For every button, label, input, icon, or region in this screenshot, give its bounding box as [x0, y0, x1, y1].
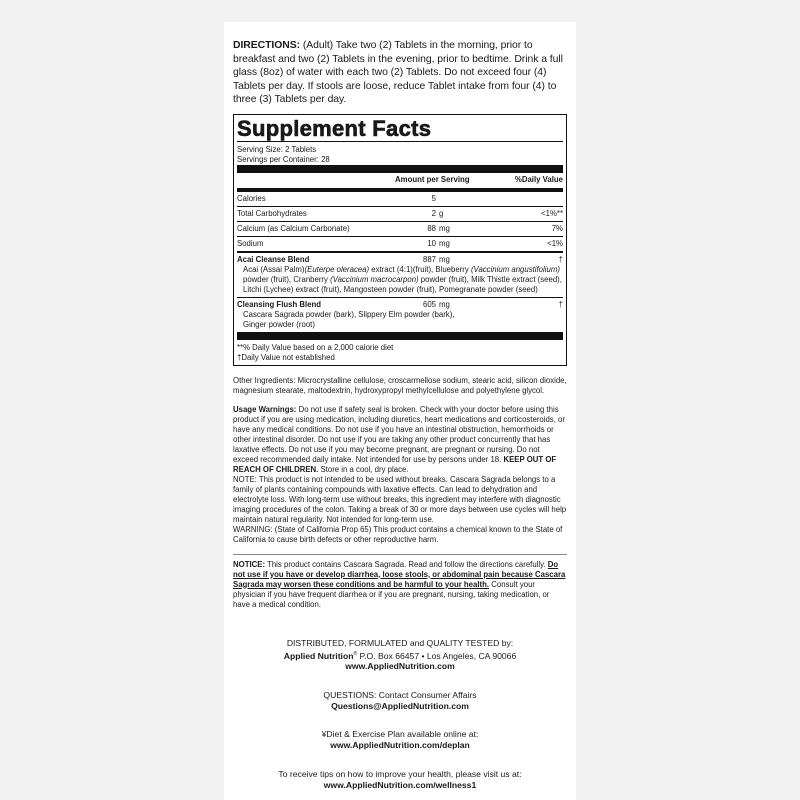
facts-column-header — [237, 173, 563, 188]
nutrient-name: Sodium — [237, 238, 264, 248]
nutrient-name: Total Carbohydrates — [237, 208, 307, 218]
nutrient-amount: 88 — [427, 223, 436, 233]
blend-ingredients: Cascara Sagrada powder (bark), Slippery Elm powder (bark), Ginger powder (root) — [243, 309, 455, 329]
facts-footnote-dv: **% Daily Value based on a 2,000 calorie diet — [237, 342, 394, 352]
supplement-facts-title: Supplement Facts — [237, 115, 432, 141]
directions-body: (Adult) Take two (2) Tablets in the morning, prior to breakfast and two (2) Tablets in the evening, prior to bedtime. Drink a full glass (8oz) of water with each two (2) Tablets. Do not exceed four (4) Tablets per day. If stools are loose, reduce Tablet intake from four (4) to three (3) Tablets per day. — [233, 40, 563, 105]
nutrient-unit: g — [439, 208, 444, 218]
blend-amount: 887 — [422, 254, 436, 264]
blend-dv: † — [558, 254, 563, 264]
daily-value-header: %Daily Value — [514, 174, 563, 184]
label-panel — [224, 22, 576, 800]
serving-size: Serving Size: 2 Tablets — [237, 144, 317, 154]
amount-per-serving-header: Amount per Serving — [395, 174, 470, 184]
directions-label: DIRECTIONS: — [233, 40, 300, 51]
other-ingredients: Other Ingredients: Microcrystalline cellulose, croscarmellose sodium, stearic acid, silicon dioxide, magnesium stearate, maltodextrin, hydroxypropyl methylcellulose and polyethylene glycol. — [233, 375, 567, 395]
nutrient-unit — [436, 194, 469, 204]
facts-footnote-dagger: †Daily Value not established — [237, 352, 335, 362]
diet-url-link[interactable]: www.AppliedNutrition.com/deplan — [330, 740, 470, 751]
prop65-warning: WARNING: (State of California Prop 65) This product contains a chemical known to the State of California to cause birth defects or other reproductive harm. — [233, 524, 563, 544]
nutrient-dv — [493, 194, 563, 204]
nutrient-unit: mg — [439, 223, 450, 233]
distributor-website-link[interactable]: www.AppliedNutrition.com — [345, 661, 455, 672]
tips-line: To receive tips on how to improve your health, please visit us at: — [278, 769, 522, 780]
distributor-line: DISTRIBUTED, FORMULATED and QUALITY TESTED by: — [286, 637, 514, 648]
nutrient-dv: <1% — [547, 238, 563, 248]
cleansing-flush-blend — [237, 297, 563, 332]
keep-out-of-reach: KEEP OUT OF REACH OF CHILDREN. — [233, 454, 557, 474]
questions-email-link[interactable]: Questions@AppliedNutrition.com — [331, 701, 469, 712]
nutrient-amount: 5 — [431, 193, 436, 203]
questions-info — [233, 690, 567, 712]
diet-line: ¥Diet & Exercise Plan available online at: — [321, 729, 479, 740]
blend-amount: 605 — [422, 299, 436, 309]
questions-line: QUESTIONS: Contact Consumer Affairs — [323, 690, 477, 701]
table-row — [237, 236, 563, 251]
facts-thick-rule — [237, 165, 563, 173]
notice-text: NOTICE: This product contains Cascara Sagrada. Read and follow the directions carefully. Do not use if you have or develop diarrhea, loose stools, or abdominal pain because Cascara Sagrada may worsen these conditions and be harmful to your health. Consult your physician if you have frequent diarrhea or if you are pregnant, nursing, taking medication, or have a medical condition. — [233, 559, 566, 609]
usage-warnings-label: Usage Warnings: — [233, 404, 297, 414]
blend-ingredients: Acai (Assai Palm)(Euterpe oleracea) extract (4:1)(fruit), Blueberry (Vaccinium angustifolium) powder (fruit), Cranberry (Vaccinium macrocarpon) powder (fruit), Milk Thistle extract (seed), Litchi (Lychee) extract (fruit), Mangosteen powder (fruit), Pomegranate powder (seed) — [243, 264, 562, 294]
table-row — [237, 206, 563, 221]
blend-unit: mg — [439, 299, 450, 309]
nutrient-name: Calcium (as Calcium Carbonate) — [237, 223, 350, 233]
facts-bottom-rule — [237, 332, 563, 340]
distributor-address: Applied Nutrition® P.O. Box 66457 • Los Angeles, CA 90066 — [283, 650, 517, 661]
table-row — [237, 192, 563, 206]
servings-per-container: Servings per Container: 28 — [237, 154, 330, 164]
notice-divider — [233, 554, 567, 555]
nutrient-amount: 2 — [431, 208, 436, 218]
nutrient-dv: <1%** — [541, 208, 563, 218]
supplement-facts-panel — [233, 114, 567, 366]
blend-unit: mg — [439, 254, 450, 264]
brand-name: Applied Nutrition — [283, 650, 354, 661]
notice-label: NOTICE: — [233, 559, 266, 569]
notice-underlined-warning: Do not use if you have or develop diarrhea, loose stools, or abdominal pain because Cascara Sagrada may worsen these conditions and be harmful to your health. — [233, 559, 566, 589]
acai-cleanse-blend — [237, 251, 563, 297]
note-text: NOTE: This product is not intended to be used without breaks. Cascara Sagrada belongs to a family of plants containing compounds with laxative effects. Can lead to dehydration and electrolyte loss. With long-term use without breaks, this ingredient may interfere with diagnostic imaging procedures of the colon. Taking a break of 30 or more days between use cycles will help maintain natural regularity. Not intended for long-term use. — [233, 474, 567, 524]
blend-name: Cleansing Flush Blend — [237, 299, 322, 309]
usage-warnings: Usage Warnings: Do not use if safety seal is broken. Check with your doctor before using this product if you are using medication, including diuretics, heart medications and corticosteroids, or have any medical conditions. Do not use if you have an intestinal obstruction, hemorrhoids or other intestinal disorder. Do not use if you are taking any other product concurrently that has laxative effects. Do not use if you may become pregnant, are pregnant or nursing. Do not exceed recommended daily intake. Not intended for use by persons under 18. KEEP OUT OF REACH OF CHILDREN. Store in a cool, dry place. NOTE: This product is not intended to be used without breaks. Cascara Sagrada belongs to a family of plants containing compounds with laxative effects. Can lead to dehydration and electrolyte loss. With long-term use without breaks, this ingredient may interfere with diagnostic imaging procedures of the colon. Taking a break of 30 or more days between use cycles will help maintain natural regularity. Not intended for long-term use. WARNING: (State of California Prop 65) This product contains a chemical known to the State of California to cause birth defects or other reproductive harm. — [233, 404, 567, 544]
nutrient-unit: mg — [439, 238, 450, 248]
directions-text — [233, 39, 567, 107]
table-row — [237, 221, 563, 236]
blend-name: Acai Cleanse Blend — [237, 254, 310, 264]
tips-info — [233, 769, 567, 791]
blend-dv: † — [558, 299, 563, 309]
diet-plan-info — [233, 729, 567, 751]
tips-url-link[interactable]: www.AppliedNutrition.com/wellness1 — [323, 780, 477, 791]
distributor-info — [233, 638, 567, 673]
nutrient-dv: 7% — [551, 223, 563, 233]
nutrient-name: Calories — [237, 193, 266, 203]
nutrient-amount: 10 — [427, 238, 436, 248]
